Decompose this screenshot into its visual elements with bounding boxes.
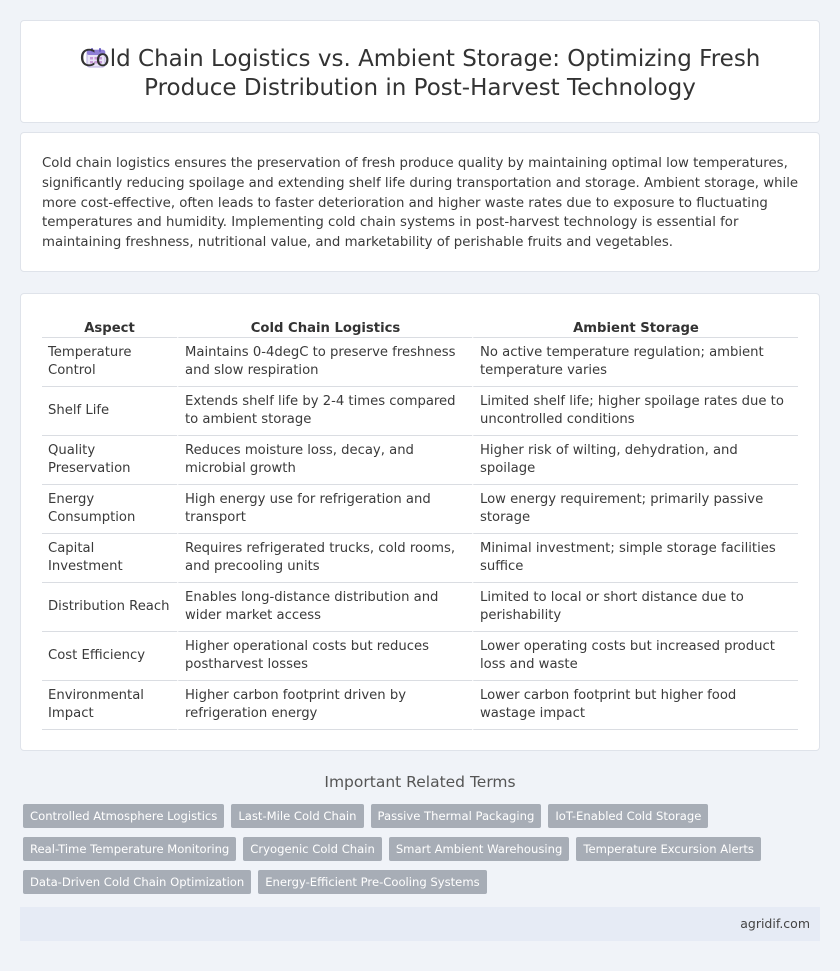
- cell-aspect: Shelf Life: [42, 387, 177, 436]
- cell-ambient: Lower operating costs but increased product loss and waste: [472, 632, 798, 681]
- title-line-1: Cold Chain Logistics vs. Ambient Storage: Optimizing Fresh: [79, 46, 761, 72]
- table-header-row: [42, 316, 798, 338]
- related-terms-list: [23, 804, 754, 903]
- related-term-tag[interactable]: Controlled Atmosphere Logistics: [23, 804, 224, 828]
- related-terms-heading: Important Related Terms: [324, 773, 516, 791]
- comparison-table-card: [20, 293, 820, 751]
- header-cold-chain: Cold Chain Logistics: [177, 316, 472, 338]
- related-term-tag[interactable]: Last-Mile Cold Chain: [231, 804, 363, 828]
- cell-cold-chain: High energy use for refrigeration and transport: [177, 485, 472, 534]
- tag-row: [23, 837, 754, 861]
- related-term-tag[interactable]: Temperature Excursion Alerts: [576, 837, 761, 861]
- cell-cold-chain: Extends shelf life by 2-4 times compared to ambient storage: [177, 387, 472, 436]
- comparison-table: [42, 316, 798, 730]
- header-ambient: Ambient Storage: [472, 316, 798, 338]
- cell-ambient: Lower carbon footprint but higher food wastage impact: [472, 681, 798, 730]
- footer: [20, 907, 820, 941]
- cell-ambient: Minimal investment; simple storage facilities suffice: [472, 534, 798, 583]
- title-line-2: Produce Distribution in Post-Harvest Technology: [144, 75, 696, 101]
- cell-ambient: No active temperature regulation; ambient temperature varies: [472, 338, 798, 387]
- summary-text: Cold chain logistics ensures the preservation of fresh produce quality by maintaining optimal low temperatures, significantly reducing spoilage and extending shelf life during transportation and storage. Ambient storage, while more cost-effective, often leads to faster deterioration and higher waste rates due to exposure to fluctuating temperatures and humidity. Implementing cold chain systems in post-harvest technology is essential for maintaining freshness, nutritional value, and marketability of perishable fruits and vegetables.: [42, 156, 799, 251]
- related-term-tag[interactable]: Real-Time Temperature Monitoring: [23, 837, 236, 861]
- cell-ambient: Limited to local or short distance due to perishability: [472, 583, 798, 632]
- cell-ambient: Limited shelf life; higher spoilage rates due to uncontrolled conditions: [472, 387, 798, 436]
- header-aspect: Aspect: [42, 316, 177, 338]
- table-row: [42, 632, 798, 681]
- footer-site-link[interactable]: agridif.com: [740, 916, 810, 931]
- cell-aspect: Temperature Control: [42, 338, 177, 387]
- cell-cold-chain: Enables long-distance distribution and wider market access: [177, 583, 472, 632]
- table-row: [42, 436, 798, 485]
- tag-row: [23, 804, 723, 828]
- table-row: [42, 338, 798, 387]
- cell-cold-chain: Reduces moisture loss, decay, and microbial growth: [177, 436, 472, 485]
- tag-row: [23, 870, 723, 894]
- related-term-tag[interactable]: Cryogenic Cold Chain: [243, 837, 382, 861]
- table-row: [42, 583, 798, 632]
- cell-ambient: Higher risk of wilting, dehydration, and spoilage: [472, 436, 798, 485]
- cell-cold-chain: Higher operational costs but reduces postharvest losses: [177, 632, 472, 681]
- cell-ambient: Low energy requirement; primarily passive storage: [472, 485, 798, 534]
- cell-aspect: Distribution Reach: [42, 583, 177, 632]
- table-row: [42, 534, 798, 583]
- cell-cold-chain: Higher carbon footprint driven by refrigeration energy: [177, 681, 472, 730]
- cell-aspect: Energy Consumption: [42, 485, 177, 534]
- title-card: [20, 20, 820, 123]
- cell-cold-chain: Requires refrigerated trucks, cold rooms, and precooling units: [177, 534, 472, 583]
- page-title: [21, 45, 819, 103]
- table-row: [42, 387, 798, 436]
- cell-cold-chain: Maintains 0-4degC to preserve freshness and slow respiration: [177, 338, 472, 387]
- table-row: [42, 681, 798, 730]
- related-term-tag[interactable]: Energy-Efficient Pre-Cooling Systems: [258, 870, 486, 894]
- related-term-tag[interactable]: Smart Ambient Warehousing: [389, 837, 570, 861]
- related-term-tag[interactable]: IoT-Enabled Cold Storage: [548, 804, 708, 828]
- cell-aspect: Capital Investment: [42, 534, 177, 583]
- summary-card: [20, 132, 820, 272]
- cell-aspect: Quality Preservation: [42, 436, 177, 485]
- related-term-tag[interactable]: Passive Thermal Packaging: [371, 804, 542, 828]
- table-row: [42, 485, 798, 534]
- cell-aspect: Environmental Impact: [42, 681, 177, 730]
- related-term-tag[interactable]: Data-Driven Cold Chain Optimization: [23, 870, 251, 894]
- cell-aspect: Cost Efficiency: [42, 632, 177, 681]
